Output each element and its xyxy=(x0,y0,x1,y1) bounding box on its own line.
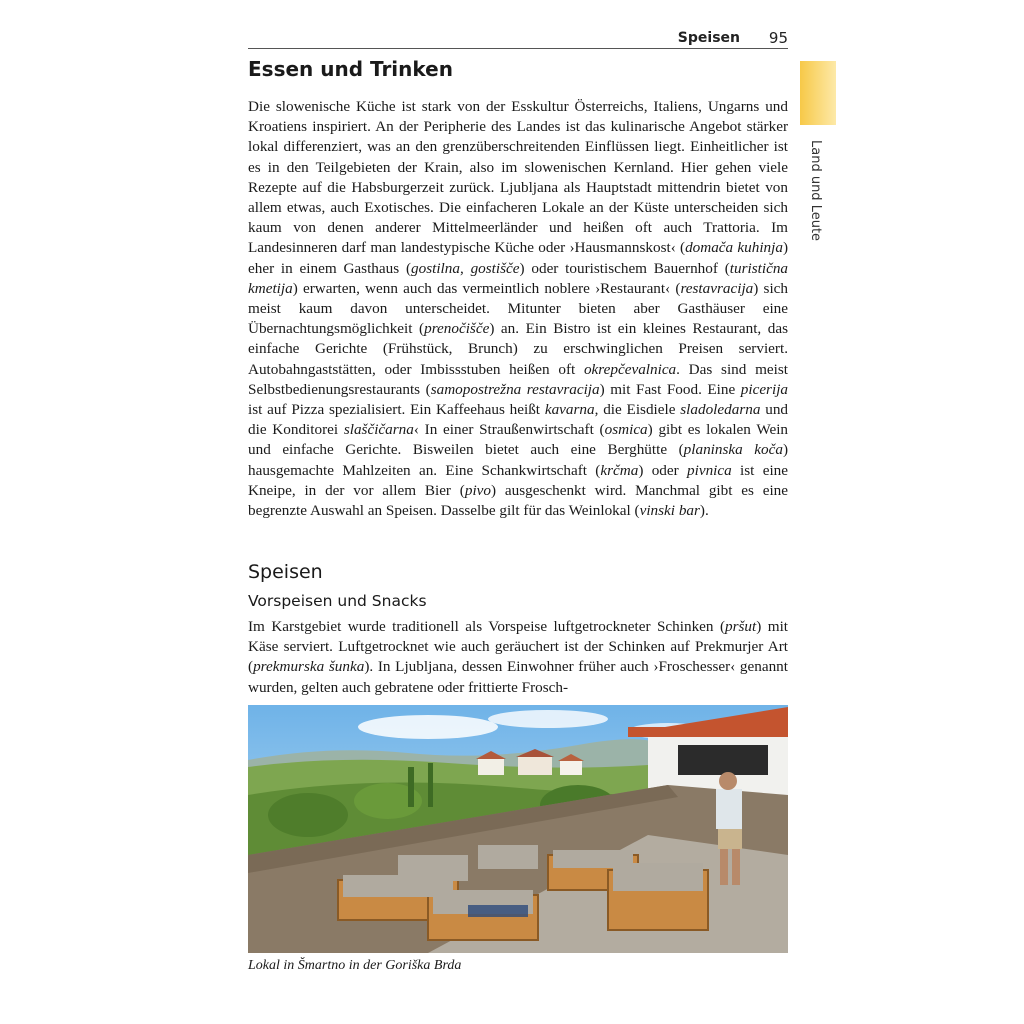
intro-text: ) ausgeschenkt wird. Manchmal gibt es eine begrenzte Auswahl an Speisen. Dasselbe gilt für das Weinlokal ( xyxy=(248,481,789,520)
intro-text: ) gibt es lokalen Wein und einfache Gerichte. Bisweilen bietet auch eine Berghütte ( xyxy=(248,421,789,459)
chapter-side-label: Land und Leute xyxy=(808,140,823,242)
snacks-paragraph xyxy=(248,617,788,698)
intro-text: ) an. Ein Bistro ist ein kleines Restaurant, das einfache Gerichte (Frühstück, Brunch) zu erschwinglichen Preisen serviert. Autobahngaststätten, oder Imbissstuben heißen oft xyxy=(248,320,788,378)
intro-term: picerija xyxy=(740,380,789,398)
intro-term: osmica xyxy=(604,421,648,439)
snacks-text: Im Karstgebiet wurde traditionell als Vorspeise luftgetrockneter Schinken ( xyxy=(248,618,726,635)
intro-text: , die Eisdiele xyxy=(594,401,681,419)
intro-term: kavarna xyxy=(544,401,595,419)
intro-text: ) eher in einem Gasthaus ( xyxy=(248,239,789,277)
intro-text: und die Konditorei xyxy=(248,401,789,439)
intro-term: vinski bar xyxy=(639,502,700,520)
intro-term: krčma xyxy=(600,461,639,479)
intro-term: pivo xyxy=(464,481,492,499)
restaurant-terrace-photo xyxy=(248,705,788,953)
intro-text: ) mit Fast Food. Eine xyxy=(599,380,741,398)
article-title: Essen und Trinken xyxy=(248,57,453,81)
intro-term: samopostrežna restavracija xyxy=(430,380,600,398)
chapter-tab-marker xyxy=(800,61,836,125)
snacks-term: pršut xyxy=(725,618,757,635)
intro-term: domača kuhinja xyxy=(685,239,783,257)
intro-text: ist eine Kneipe, in der vor allem Bier ( xyxy=(248,461,789,499)
intro-term: planinska koča xyxy=(683,441,783,459)
section-heading: Speisen xyxy=(248,561,323,583)
intro-text: ). xyxy=(699,502,709,520)
snacks-text: ). In Ljubljana, dessen Einwohner früher auch ›Froschesser‹ genannt wurden, gelten auch gebratene oder frittierte Frosch- xyxy=(248,658,788,696)
intro-term: gostilna xyxy=(411,259,460,277)
intro-term: pivnica xyxy=(687,461,732,479)
intro-text: ) erwarten, wenn auch das vermeintlich noblere ›Restaurant‹ ( xyxy=(292,279,681,297)
intro-term: gostišče xyxy=(470,259,520,277)
snacks-text: ) mit Käse serviert. Luftgetrocknet wie auch geräuchert ist der Schinken auf Prekmurjer Art ( xyxy=(248,618,789,676)
intro-term: sladoledarna xyxy=(680,401,761,419)
page-number: 95 xyxy=(768,29,788,47)
intro-paragraph xyxy=(248,97,788,521)
intro-text: . Das sind meist Selbstbedienungsrestaurants ( xyxy=(248,360,788,398)
intro-text: ist auf Pizza spezialisiert. Ein Kaffeehaus heißt xyxy=(248,401,545,419)
intro-text: Die slowenische Küche ist stark von der Esskultur Österreichs, Italiens, Ungarns und Kroatiens inspiriert. An der Peripherie des Landes ist das kulinarische Angebot stärker lokal differenziert, was an den grenzüberschreitenden Einflüssen liegt. Einheitlicher ist es in den Teilgebieten der Krain, also im slowenischen Kernland. Hier gehen viele Rezepte auf die Habsburgerzeit zurück. Ljubljana als Hauptstadt mittendrin bietet von allem etwas, auch Exotisches. Die einfacheren Lokale an der Küste unterscheiden sich kaum von denen anderer Mittelmeerländer und heißen oft auch Trattoria. Im Landesinneren darf man landestypische Küche oder ›Hausmannskost‹ ( xyxy=(248,98,788,257)
intro-text: ‹ In einer Straußenwirtschaft ( xyxy=(413,421,605,439)
intro-term: okrepčevalnica xyxy=(583,360,677,378)
running-header-section: Speisen xyxy=(677,30,740,46)
intro-term: slaščičarna xyxy=(343,421,414,439)
intro-text: ) sich meist kaum davon unterscheidet. Mitunter bieten aber Gasthäuser eine Übernachtungsmöglichkeit ( xyxy=(248,279,788,338)
intro-text: ) oder touristischem Bauernhof ( xyxy=(519,259,730,277)
intro-text: ) oder xyxy=(638,461,688,479)
snacks-term: prekmurska šunka xyxy=(253,658,365,676)
intro-text: ) hausgemachte Mahlzeiten an. Eine Schankwirtschaft ( xyxy=(248,441,788,479)
subsection-heading: Vorspeisen und Snacks xyxy=(248,592,427,610)
intro-text: , xyxy=(459,259,471,277)
photo-caption: Lokal in Šmartno in der Goriška Brda xyxy=(248,958,462,973)
intro-term: prenočišče xyxy=(424,320,490,338)
intro-term: restavracija xyxy=(680,279,754,297)
running-header xyxy=(248,28,788,49)
intro-term: turistična kmetija xyxy=(248,259,789,297)
